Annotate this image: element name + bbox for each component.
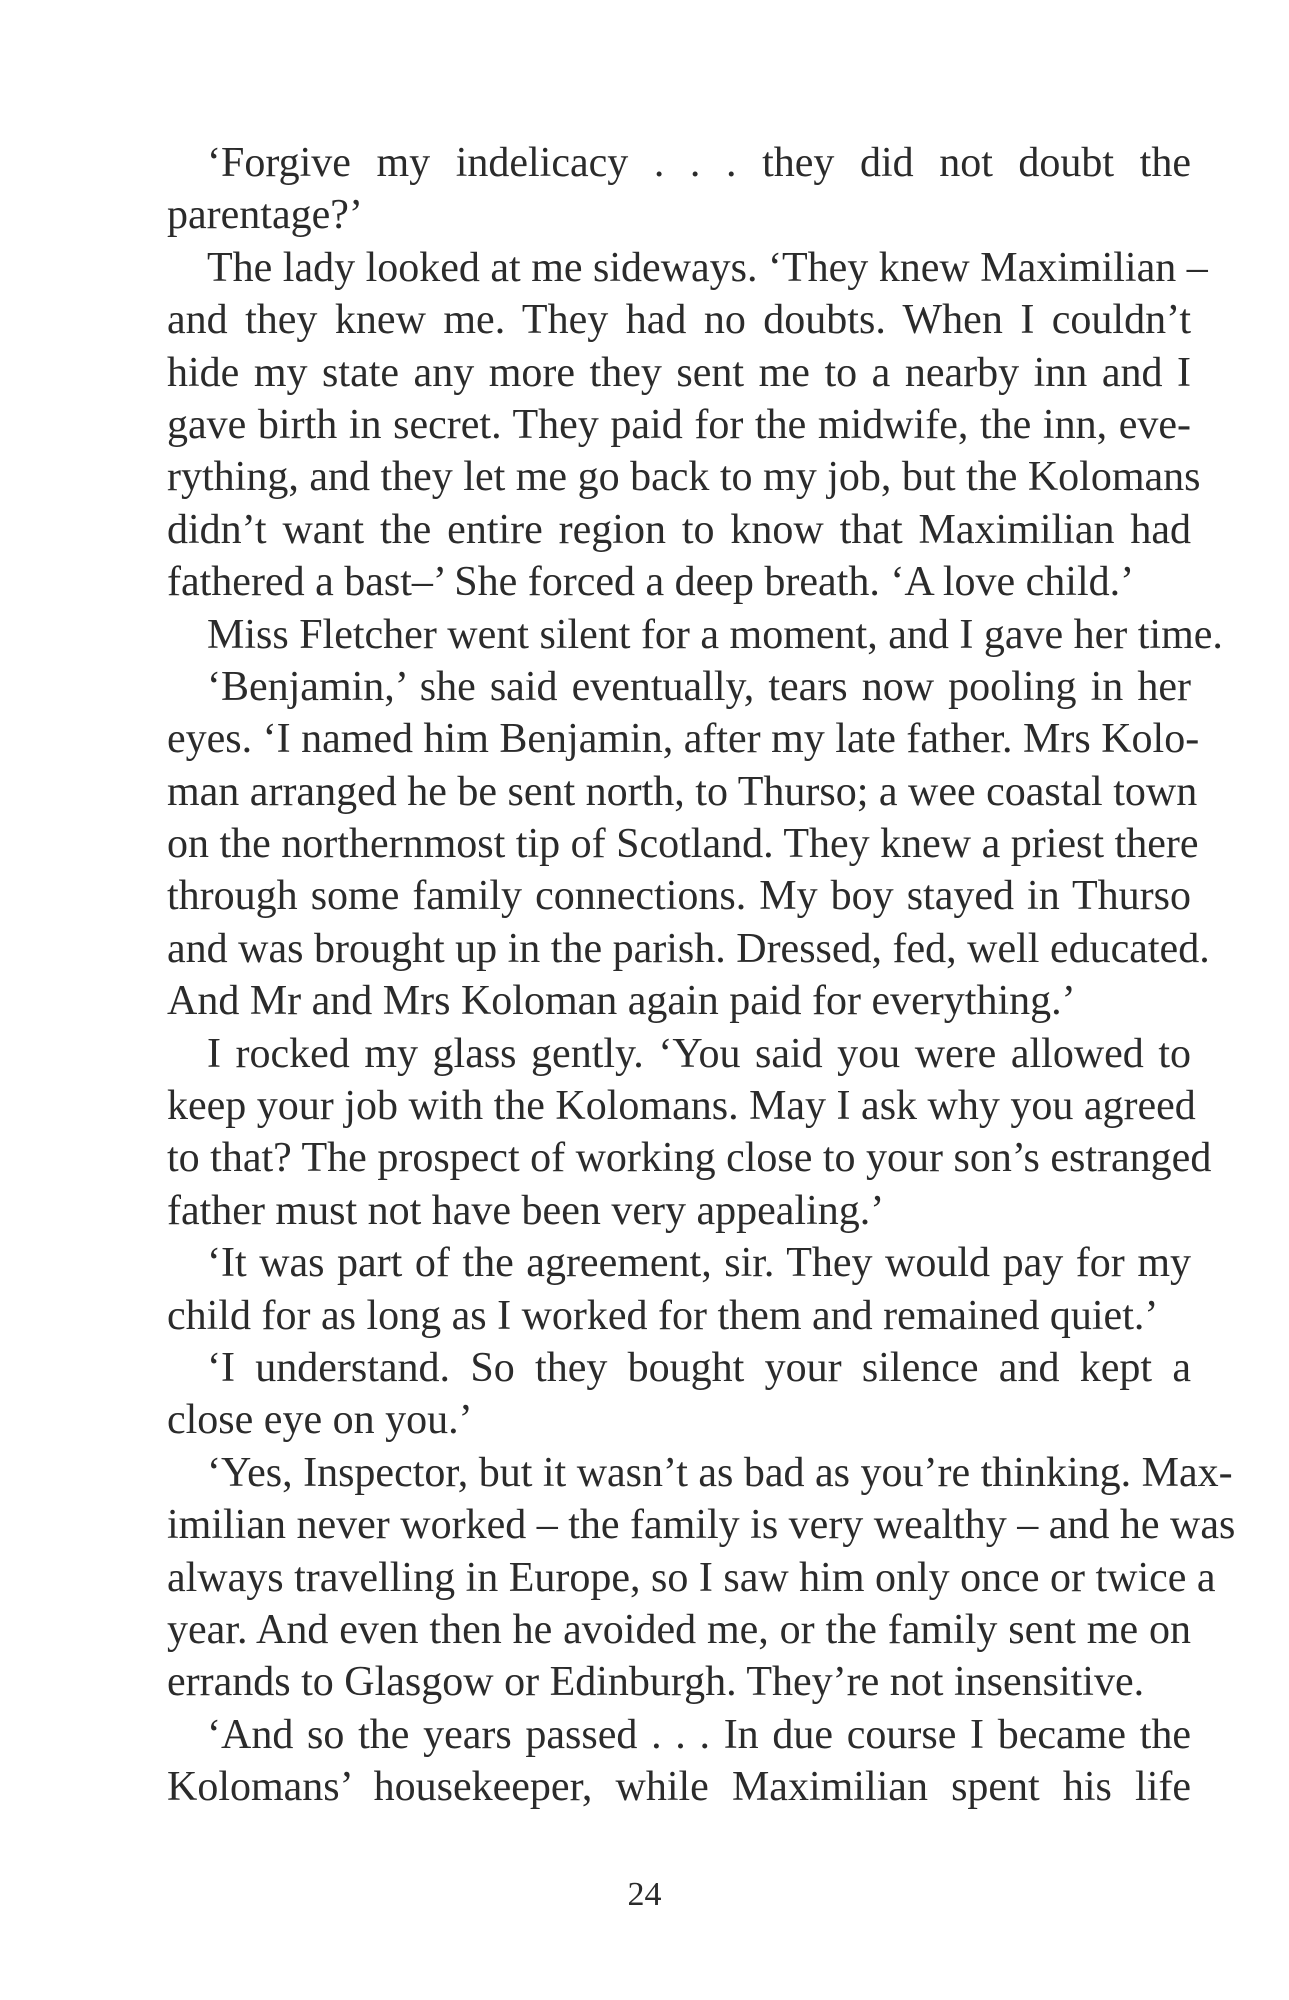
text-line: father must not have been very appealing.’ (167, 1187, 885, 1234)
text-line: The lady looked at me sideways. ‘They knew Maximilian – (207, 244, 1208, 291)
text-line: eyes. ‘I named him Benjamin, after my late father. Mrs Kolo- (167, 716, 1200, 763)
body-text (167, 137, 1236, 1814)
text-line: hide my state any more they sent me to a nearby inn and I (167, 349, 1191, 396)
text-line: errands to Glasgow or Edinburgh. They’re not insensitive. (167, 1659, 1145, 1706)
text-line: gave birth in secret. They paid for the midwife, the inn, eve- (167, 401, 1191, 448)
text-line: child for as long as I worked for them and remained quiet.’ (167, 1292, 1159, 1339)
text-line: imilian never worked – the family is very wealthy – and he was (167, 1502, 1236, 1549)
text-line: didn’t want the entire region to know that Maximilian had (167, 506, 1191, 553)
text-line: And Mr and Mrs Koloman again paid for everything.’ (167, 978, 1076, 1025)
text-line: ‘Benjamin,’ she said eventually, tears now pooling in her (207, 663, 1191, 710)
text-line: close eye on you.’ (167, 1397, 473, 1444)
text-line: and they knew me. They had no doubts. When I couldn’t (167, 297, 1191, 344)
text-line: to that? The prospect of working close to your son’s estranged (167, 1135, 1212, 1182)
text-line: ‘I understand. So they bought your silence and kept a (207, 1344, 1191, 1391)
text-line: always travelling in Europe, so I saw him only once or twice a (167, 1554, 1216, 1601)
text-line: through some family connections. My boy stayed in Thurso (167, 873, 1191, 920)
text-line: ‘Yes, Inspector, but it wasn’t as bad as you’re thinking. Max- (207, 1449, 1233, 1496)
text-line: and was brought up in the parish. Dressed, fed, well educated. (167, 925, 1210, 972)
page-number: 24 (627, 1876, 662, 1913)
text-line: fathered a bast–’ She forced a deep breath. ‘A love child.’ (167, 559, 1135, 606)
text-line: Miss Fletcher went silent for a moment, and I gave her time. (207, 611, 1223, 658)
text-line: on the northernmost tip of Scotland. They knew a priest there (167, 821, 1199, 868)
text-line: Kolomans’ housekeeper, while Maximilian spent his life (167, 1764, 1191, 1811)
text-line: year. And even then he avoided me, or the family sent me on (167, 1606, 1191, 1653)
text-line: I rocked my glass gently. ‘You said you were allowed to (207, 1030, 1191, 1077)
text-line: ‘And so the years passed . . . In due course I became the (207, 1711, 1191, 1758)
text-line: ‘Forgive my indelicacy . . . they did not doubt the (207, 140, 1191, 186)
text-line: keep your job with the Kolomans. May I ask why you agreed (167, 1083, 1196, 1130)
text-line: rything, and they let me go back to my job, but the Kolomans (167, 454, 1201, 501)
text-line: ‘It was part of the agreement, sir. They would pay for my (207, 1240, 1191, 1287)
text-line: parentage?’ (167, 192, 363, 239)
text-line: man arranged he be sent north, to Thurso; a wee coastal town (167, 768, 1198, 815)
